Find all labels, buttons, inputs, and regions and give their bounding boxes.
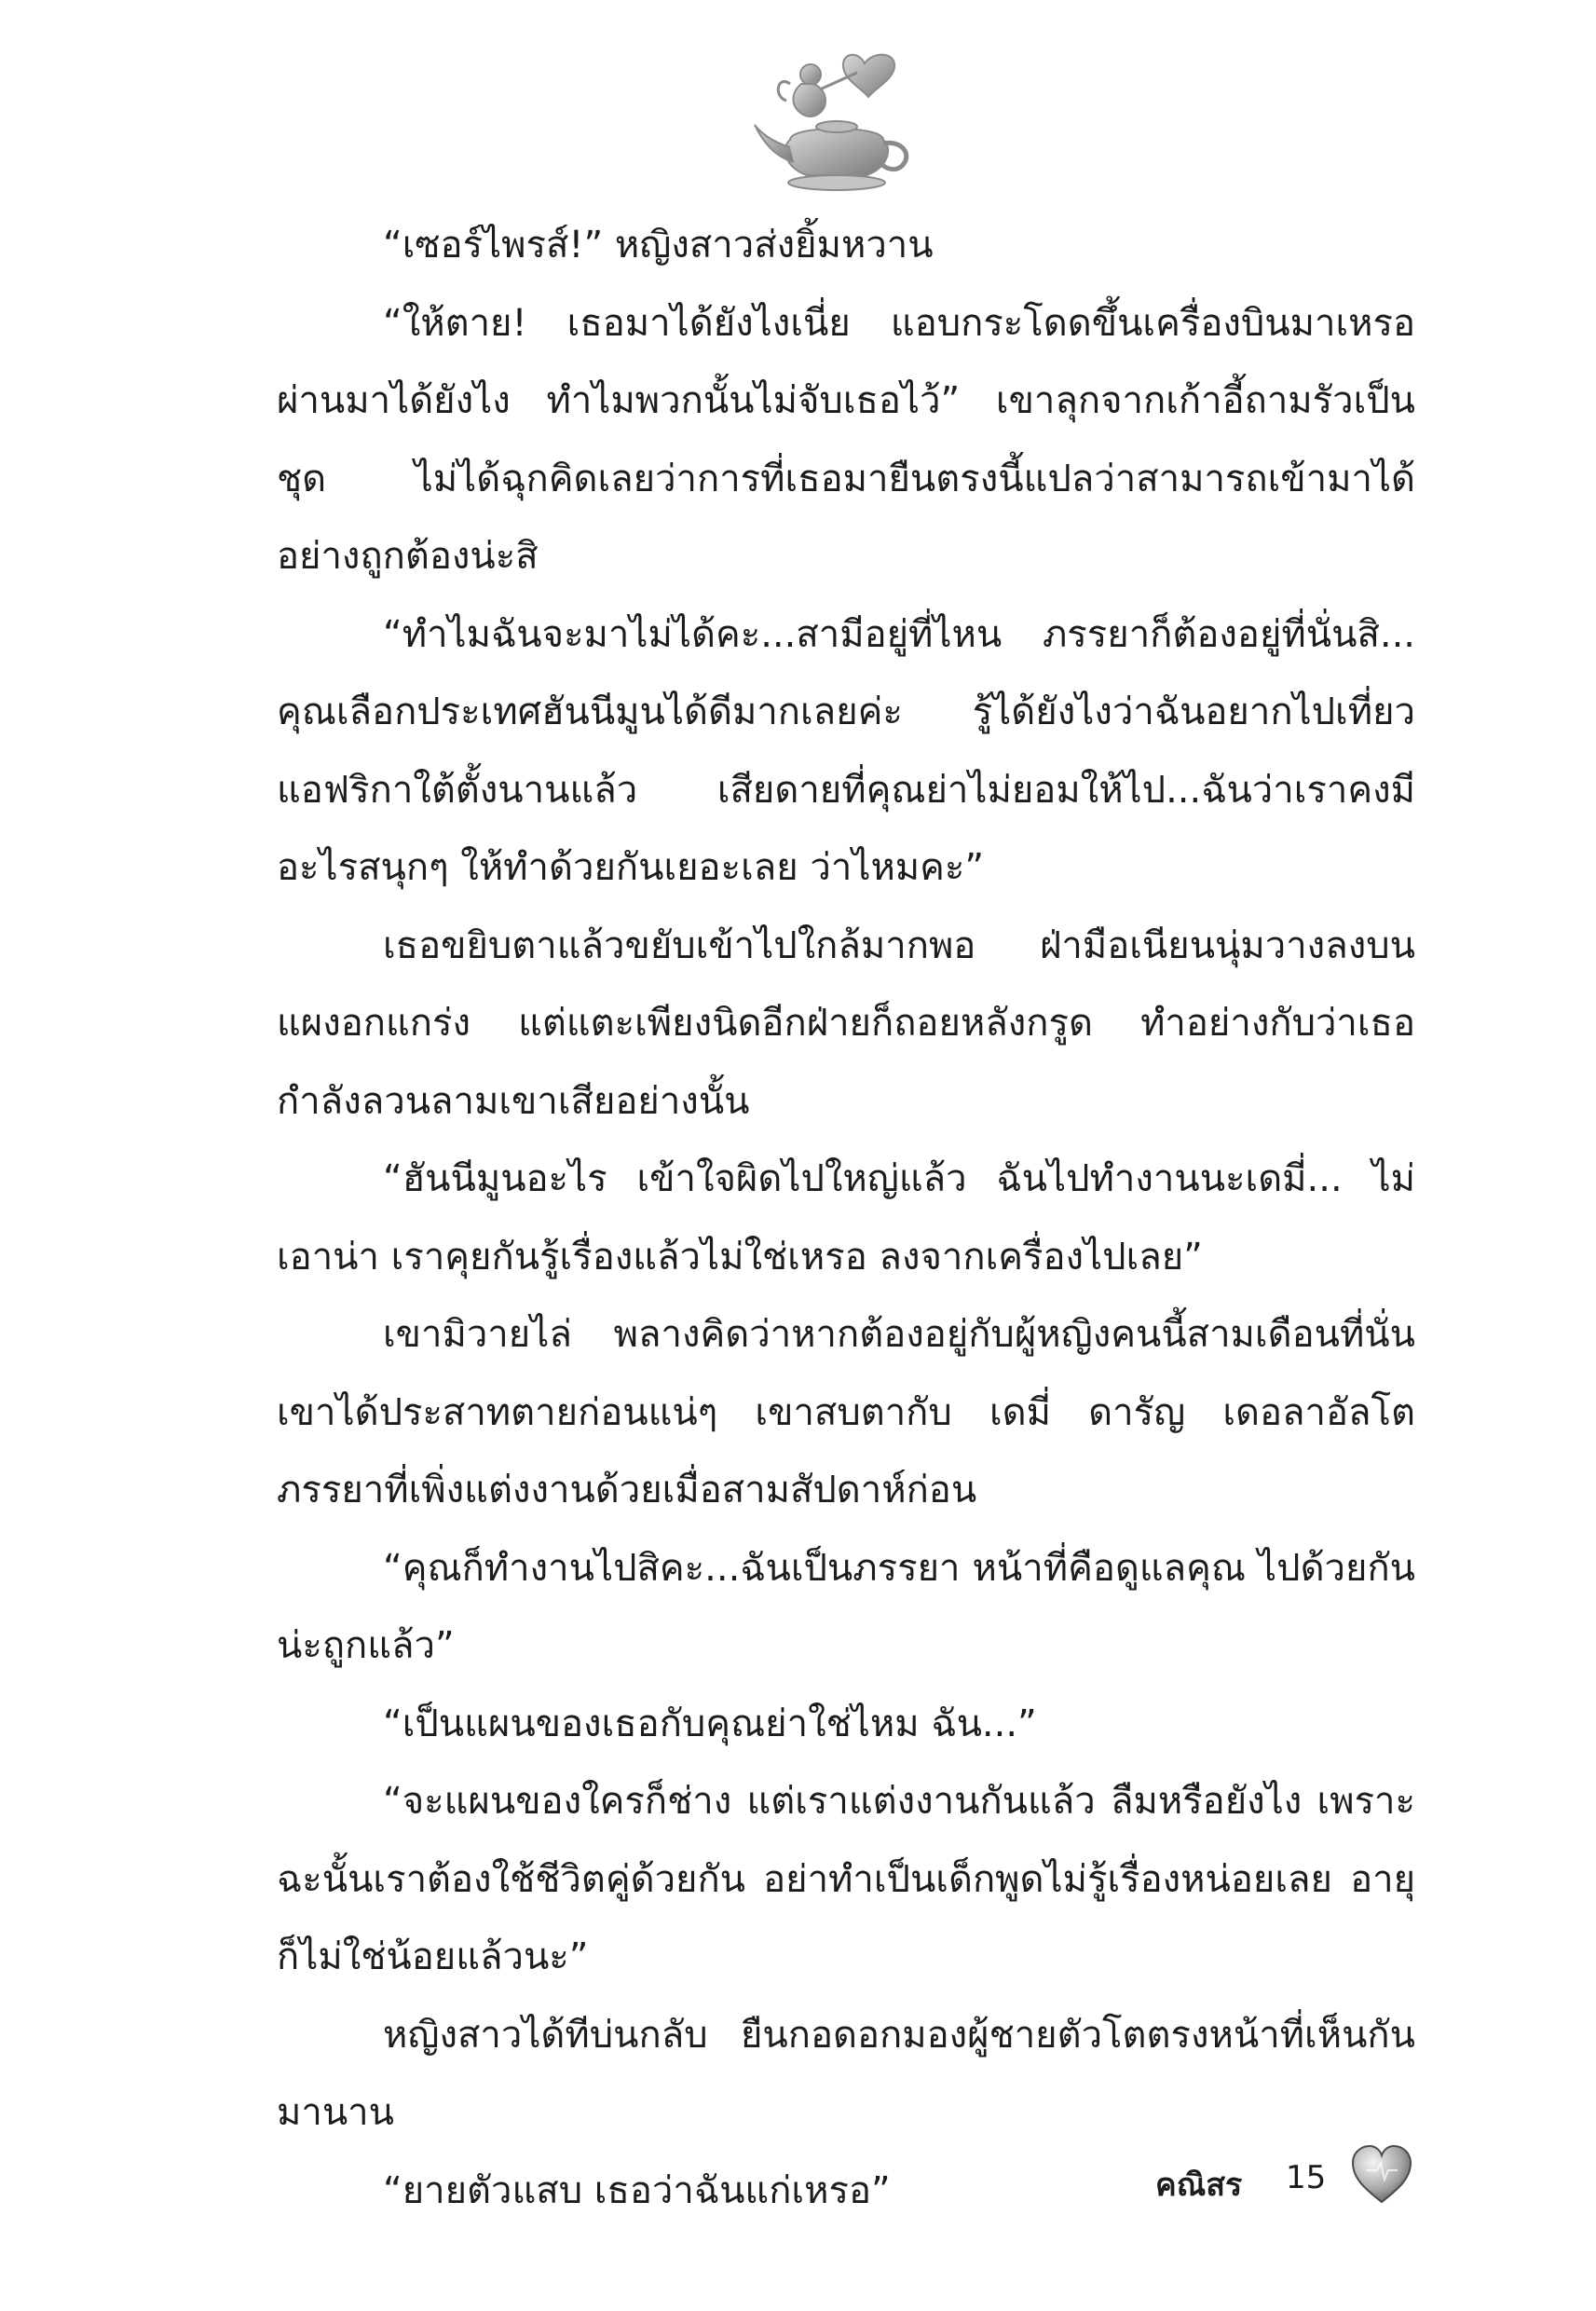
paragraph: “เป็นแผนของเธอกับคุณย่าใช่ไหม ฉัน...”: [383, 1702, 1037, 1745]
heart-icon: [1349, 2142, 1414, 2208]
paragraph: “ฮันนีมูนอะไร เข้าใจผิดไปใหญ่แล้ว ฉันไปทำงานนะเดมี่... ไม่เอาน่า เราคุยกันรู้เรื่องแล้วไม่ใช่เหรอ ลงจากเครื่องไปเลย”: [277, 1157, 1415, 1279]
author-name: คณิสร: [1155, 2167, 1243, 2204]
paragraph: “จะแผนของใครก็ช่าง แต่เราแต่งงานกันแล้ว ลืมหรือยังไง เพราะฉะนั้นเราต้องใช้ชีวิตคู่ด้วยกัน อย่าทำเป็นเด็กพูดไม่รู้เรื่องหน่อยเลย อายุก็ไม่ใช่น้อยแล้วนะ”: [277, 1780, 1415, 1978]
page-footer: [1155, 2139, 1435, 2222]
paragraph: “ยายตัวแสบ เธอว่าฉันแก่เหรอ”: [383, 2168, 891, 2212]
paragraph: “ให้ตาย! เธอมาได้ยังไงเนี่ย แอบกระโดดขึ้นเครื่องบินมาเหรอ ผ่านมาได้ยังไง ทำไมพวกนั้นไม่จับเธอไว้” เขาลุกจากเก้าอี้ถามรัวเป็นชุด ไม่ได้ฉุกคิดเลยว่าการที่เธอมายืนตรงนี้แปลว่าสามารถเข้ามาได้อย่างถูกต้องน่ะสิ: [277, 301, 1415, 578]
paragraph: “เซอร์ไพรส์!” หญิงสาวส่งยิ้มหวาน: [383, 224, 934, 267]
teapot-cupid-ornament-icon: [753, 47, 930, 196]
paragraph: เขามิวายไล่ พลางคิดว่าหากต้องอยู่กับผู้หญิงคนนี้สามเดือนที่นั่นเขาได้ประสาทตายก่อนแน่ๆ เขาสบตากับ เดมี่ ดารัญ เดอลาอัลโตภรรยาที่เพิ่งแต่งงานด้วยเมื่อสามสัปดาห์ก่อน: [277, 1313, 1415, 1511]
paragraph: หญิงสาวได้ทีบ่นกลับ ยืนกอดอกมองผู้ชายตัวโตตรงหน้าที่เห็นกันมานาน: [277, 2013, 1415, 2134]
paragraph: “ทำไมฉันจะมาไม่ได้คะ...สามีอยู่ที่ไหน ภรรยาก็ต้องอยู่ที่นั่นสิ... คุณเลือกประเทศฮันนีมูนได้ดีมากเลยค่ะ รู้ได้ยังไงว่าฉันอยากไปเที่ยวแอฟริกาใต้ตั้งนานแล้ว เสียดายที่คุณย่าไม่ยอมให้ไป...ฉันว่าเราคงมีอะไรสนุกๆ ให้ทำด้วยกันเยอะเลย ว่าไหมคะ”: [277, 612, 1415, 889]
paragraph: เธอขยิบตาแล้วขยับเข้าไปใกล้มากพอ ฝ่ามือเนียนนุ่มวางลงบนแผงอกแกร่ง แต่แตะเพียงนิดอีกฝ่ายก็ถอยหลังกรูด ทำอย่างกับว่าเธอกำลังลวนลามเขาเสียอย่างนั้น: [277, 923, 1415, 1123]
story-text: [277, 207, 1415, 2230]
paragraph: “คุณก็ทำงานไปสิคะ...ฉันเป็นภรรยา หน้าที่คือดูแลคุณ ไปด้วยกันน่ะถูกแล้ว”: [277, 1546, 1415, 1667]
page-number: 15: [1286, 2159, 1327, 2196]
